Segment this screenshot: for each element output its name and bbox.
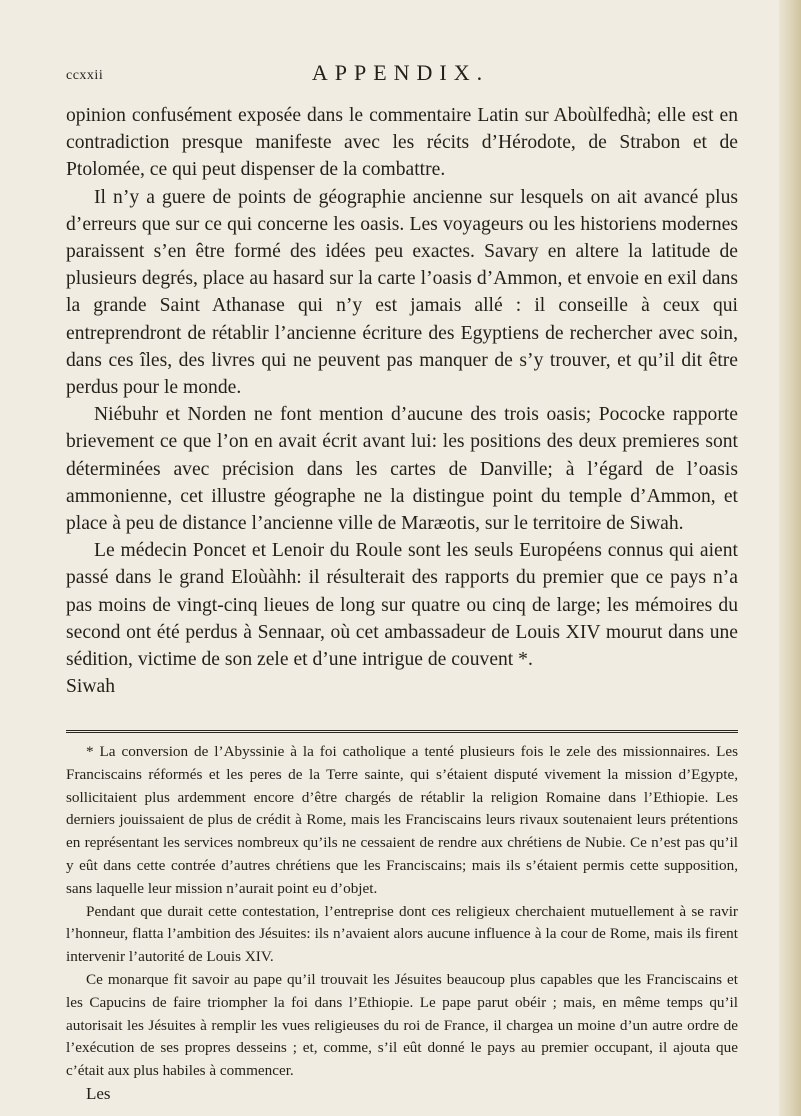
page-edge-shadow (779, 0, 801, 1116)
catchword: Siwah (66, 676, 115, 698)
paragraph: opinion confusément exposée dans le commentaire Latin sur Aboùlfedhà; elle est en contradiction presque manifeste avec les récits d’Hérodote, de Strabon et de Ptolomée, ce qui peut dispenser de la combattre. (66, 105, 738, 181)
paragraph: Le médecin Poncet et Lenoir du Roule sont les seuls Européens connus qui aient passé dans le grand Eloùàhh: il résulterait des rapports du premier que ce pays n’a pas moins de vingt-cinq lieues de long sur quatre ou cinq de large; les mémoires du second ont été perdus à Sennaar, où cet ambassadeur de Louis XIV mourut dans une sédition, victime de son zele et d’une intrigue de couvent *. (66, 540, 738, 671)
page-header (0, 60, 801, 92)
footnote-paragraph: Ce monarque fit savoir au pape qu’il trouvait les Jésuites beaucoup plus capables que les Franciscains et les Capucins de faire triompher la foi dans l’Ethiopie. Le pape parut obéir ; mais, en même temps qu’il autorisait les Jésuites à remplir les vues religieuses du roi de France, il chargea un moine d’un autre ordre de l’exécution de ses propres desseins ; et, comme, s’il eût donné le pays au premier occupant, il ajouta que c’était aux plus habiles à commencer. (66, 970, 738, 1080)
running-title: APPENDIX. (311, 60, 490, 85)
footnote-rule (66, 730, 738, 733)
main-text (66, 102, 738, 700)
paragraph: Niébuhr et Norden ne font mention d’aucune des trois oasis; Pococke rapporte brievement ce que l’on en avait écrit avant lui: les positions des deux premieres sont déterminées avec précision dans les cartes de Danville; à l’égard de l’oasis ammonienne, cet illustre géographe ne la distingue point du temple d’Ammon, et place à peu de distance l’ancienne ville de Maræotis, sur le territoire de Siwah. (66, 404, 738, 535)
footnote (66, 741, 738, 1105)
paragraph: Il n’y a guere de points de géographie ancienne sur lesquels on ait avancé plus d’erreurs que sur ce qui concerne les oasis. Les voyageurs ou les historiens modernes paraissent s’en être formé des idées peu exactes. Savary en altere la latitude de plusieurs degrés, place au hasard sur la carte l’oasis d’Ammon, et envoie en exil dans la grande Saint Athanase qui n’y est jamais allé : il conseille à ceux qui entreprendront de rétablir l’ancienne écriture des Egyptiens de rechercher avec soin, dans ces îles, des livres qui ne peuvent pas manquer de s’y trouver, et qu’il dit être perdus pour le monde. (66, 186, 738, 399)
footnote-catchword: Les (86, 1083, 111, 1103)
footnote-paragraph: * La conversion de l’Abyssinie à la foi catholique a tenté plusieurs fois le zele des missionnaires. Les Franciscains réformés et les peres de la Terre sainte, qui s’étaient disputé vivement la mission d’Egypte, sollicitaient plus ardemment encore d’être chargés de rétablir la religion Romaine dans l’Ethiopie. Les derniers jouissaient de plus de crédit à Rome, mais les Franciscains leurs rivaux soutenaient leurs prétentions en représentant les services nombreux qu’ils ne cessaient de rendre aux chrétiens de Nubie. Ce n’est pas qu’il y eût dans cette contrée d’autres chrétiens que les Franciscains; mais ils s’étaient permis cette supposition, sans laquelle leur mission n’aurait point eu d’objet. (66, 743, 738, 897)
footnote-paragraph: Pendant que durait cette contestation, l’entreprise dont ces religieux cherchaient mutuellement à se ravir l’honneur, flatta l’ambition des Jésuites: ils n’avaient alors aucune influence à la cour de Rome, mais ils firent intervenir l’autorité de Louis XIV. (66, 902, 738, 966)
page-number: ccxxii (66, 68, 104, 83)
